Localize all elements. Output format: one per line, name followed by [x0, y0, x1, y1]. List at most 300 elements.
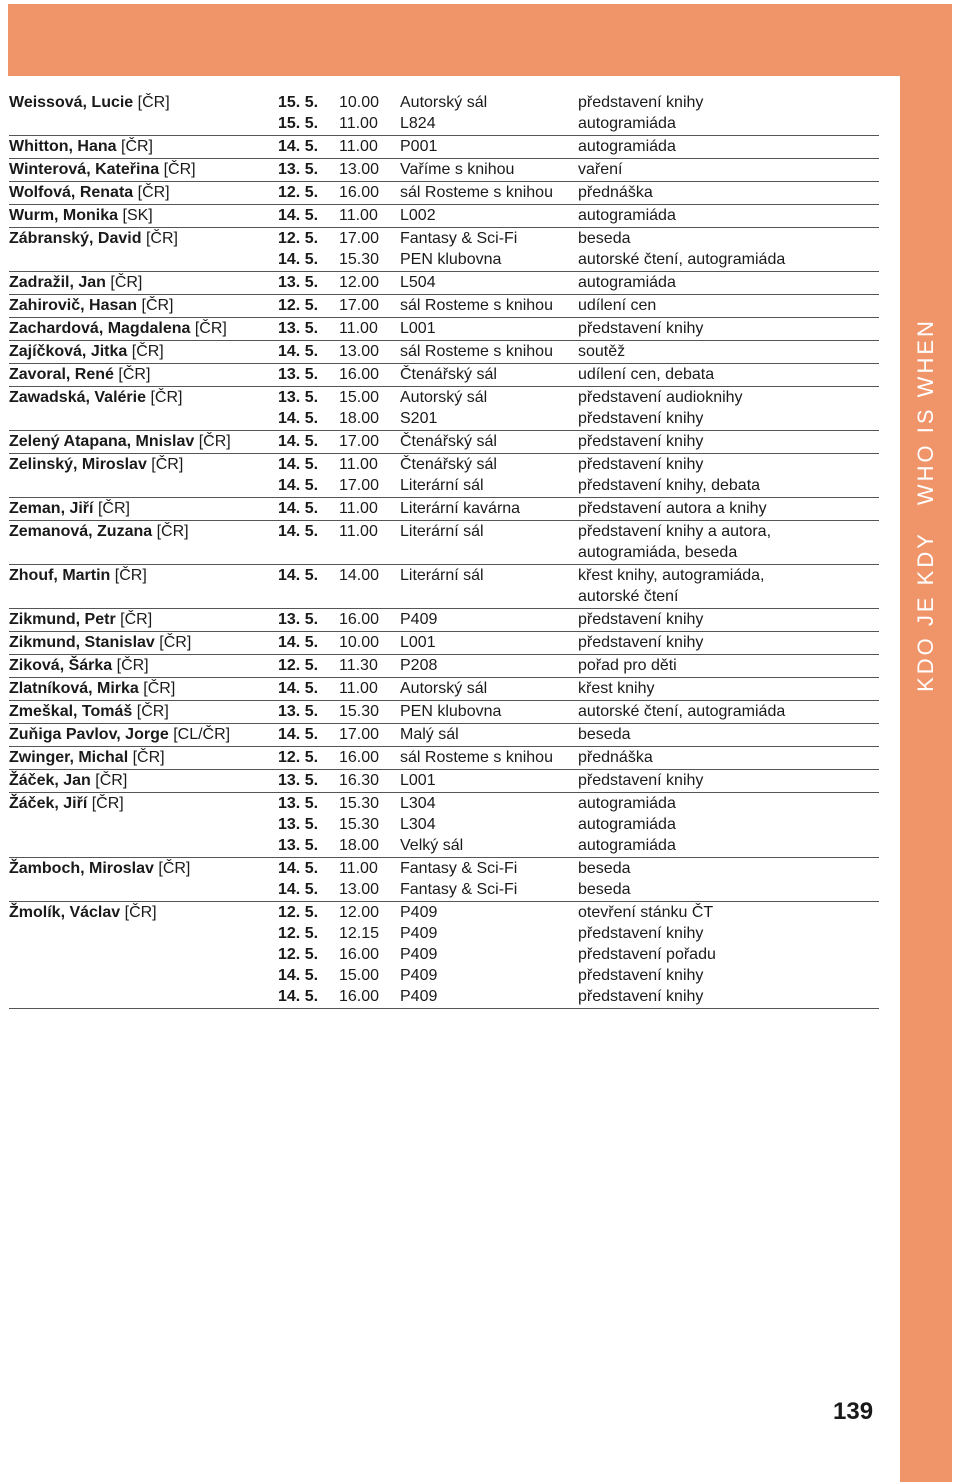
person-name: Ziková, Šárka [9, 656, 113, 674]
event-time: 11.00 [339, 319, 378, 337]
list-item [9, 387, 879, 431]
event-activity: vaření [578, 160, 623, 178]
event-date: 14. 5. [278, 499, 319, 517]
header-band [8, 4, 952, 76]
event-time: 10.00 [339, 93, 380, 111]
list-item [9, 902, 879, 1009]
event-row [9, 431, 879, 452]
person-cell [9, 703, 278, 721]
event-date: 13. 5. [278, 160, 319, 178]
event-date: 12. 5. [278, 903, 319, 921]
event-activity: představení pořadu [578, 945, 716, 963]
person-name: Wolfová, Renata [9, 183, 134, 201]
event-time: 16.00 [339, 945, 380, 963]
country-code: [ČR] [124, 903, 157, 921]
event-time: 11.00 [339, 114, 378, 132]
event-date: 14. 5. [278, 566, 319, 584]
person-cell [9, 523, 278, 541]
event-date: 12. 5. [278, 183, 319, 201]
country-code: [ČR] [121, 137, 153, 155]
person-name: Zikmund, Stanislav [9, 633, 155, 651]
person-name: Wurm, Monika [9, 206, 119, 224]
event-row [9, 770, 879, 791]
person-cell [9, 207, 278, 225]
country-code: [ČR] [198, 432, 231, 450]
event-activity: křest knihy, autogramiáda, [578, 566, 765, 584]
event-row [9, 249, 879, 270]
event-time: 11.30 [339, 656, 378, 674]
event-row [9, 944, 879, 965]
person-cell [9, 366, 278, 384]
event-time: 11.00 [339, 137, 378, 155]
event-venue: S201 [400, 409, 438, 427]
country-code: [ČR] [158, 859, 191, 877]
event-date: 14. 5. [278, 966, 319, 984]
event-time: 12.00 [339, 273, 380, 291]
event-row [9, 678, 879, 699]
event-date: 13. 5. [278, 836, 319, 854]
event-venue: Fantasy & Sci-Fi [400, 880, 518, 898]
event-venue: Literární sál [400, 476, 484, 494]
event-activity: představení knihy [578, 924, 704, 942]
event-time: 16.00 [339, 987, 380, 1005]
event-row [9, 475, 879, 496]
event-venue: Čtenářský sál [400, 455, 497, 473]
event-row [9, 609, 879, 630]
event-venue: L001 [400, 771, 436, 789]
event-activity: autogramiáda [578, 137, 676, 155]
event-venue: Autorský sál [400, 679, 488, 697]
event-row [9, 724, 879, 745]
person-name: Zawadská, Valérie [9, 388, 146, 406]
event-activity: soutěž [578, 342, 626, 360]
event-date: 13. 5. [278, 771, 319, 789]
event-activity: autogramiáda [578, 836, 676, 854]
person-name: Whitton, Hana [9, 137, 117, 155]
event-activity: představení knihy [578, 455, 704, 473]
event-row [9, 701, 879, 722]
event-venue: P409 [400, 945, 438, 963]
event-date: 12. 5. [278, 945, 319, 963]
event-date: 15. 5. [278, 114, 319, 132]
event-activity: přednáška [578, 748, 653, 766]
event-row [9, 295, 879, 316]
event-row [9, 318, 879, 339]
event-date: 12. 5. [278, 656, 319, 674]
event-venue: Autorský sál [400, 93, 488, 111]
event-time: 11.00 [339, 522, 378, 540]
event-row [9, 793, 879, 814]
list-item [9, 793, 879, 858]
person-name: Zmeškal, Tomáš [9, 702, 133, 720]
event-time: 11.00 [339, 679, 378, 697]
event-row [9, 655, 879, 676]
country-code: [ČR] [110, 273, 143, 291]
event-activity: udílení cen [578, 296, 657, 314]
country-code: [ČR] [97, 499, 130, 517]
person-cell [9, 297, 278, 315]
event-activity: autorské čtení [578, 587, 679, 605]
event-time: 12.15 [339, 924, 380, 942]
event-date: 14. 5. [278, 455, 319, 473]
list-item [9, 228, 879, 272]
event-date: 14. 5. [278, 206, 319, 224]
event-venue: L824 [400, 114, 436, 132]
event-venue: P409 [400, 903, 438, 921]
person-cell [9, 161, 278, 179]
event-venue: Autorský sál [400, 388, 488, 406]
country-code: [ČR] [145, 229, 178, 247]
event-activity: představení knihy [578, 319, 704, 337]
event-activity: autogramiáda [578, 794, 676, 812]
person-name: Zikmund, Petr [9, 610, 116, 628]
event-time: 18.00 [339, 836, 380, 854]
event-activity: autogramiáda [578, 206, 676, 224]
event-date: 14. 5. [278, 250, 319, 268]
event-time: 17.00 [339, 432, 380, 450]
country-code: [ČR] [114, 566, 147, 584]
event-date: 12. 5. [278, 296, 319, 314]
person-name: Zemanová, Zuzana [9, 522, 153, 540]
country-code: [ČR] [163, 160, 196, 178]
person-cell [9, 749, 278, 767]
country-code: [ČR] [95, 771, 128, 789]
person-name: Zelinský, Miroslav [9, 455, 147, 473]
event-venue: P001 [400, 137, 438, 155]
event-venue: PEN klubovna [400, 702, 502, 720]
event-activity: představení knihy [578, 432, 704, 450]
event-activity: otevření stánku ČT [578, 903, 714, 921]
list-item [9, 341, 879, 364]
country-code: [ČR] [131, 342, 164, 360]
list-item [9, 747, 879, 770]
person-cell [9, 500, 278, 518]
list-item [9, 92, 879, 136]
list-item [9, 454, 879, 498]
event-time: 14.00 [339, 566, 380, 584]
event-date: 13. 5. [278, 273, 319, 291]
event-activity: beseda [578, 859, 631, 877]
event-row [9, 136, 879, 157]
event-date: 14. 5. [278, 859, 319, 877]
person-cell [9, 860, 278, 878]
country-code: [ČR] [91, 794, 124, 812]
person-cell [9, 184, 278, 202]
schedule-list [9, 92, 879, 1009]
event-time: 17.00 [339, 296, 380, 314]
list-item [9, 565, 879, 609]
person-name: Zahirovič, Hasan [9, 296, 138, 314]
event-time: 13.00 [339, 160, 380, 178]
event-activity: přednáška [578, 183, 653, 201]
event-activity: autogramiáda, beseda [578, 543, 738, 561]
event-date: 14. 5. [278, 432, 319, 450]
side-title [913, 318, 939, 692]
person-cell [9, 320, 278, 338]
event-activity: představení knihy [578, 409, 704, 427]
person-cell [9, 94, 278, 112]
person-name: Zábranský, David [9, 229, 142, 247]
event-time: 13.00 [339, 342, 380, 360]
list-item [9, 136, 879, 159]
person-cell [9, 680, 278, 698]
event-activity: udílení cen, debata [578, 365, 715, 383]
person-name: Zhouf, Martin [9, 566, 111, 584]
country-code: [ČR] [132, 748, 165, 766]
event-activity: křest knihy [578, 679, 655, 697]
event-venue: Velký sál [400, 836, 464, 854]
country-code: [ČR] [151, 455, 184, 473]
person-name: Weissová, Lucie [9, 93, 134, 111]
event-row [9, 565, 879, 586]
event-venue: P208 [400, 656, 438, 674]
list-item [9, 431, 879, 454]
country-code: [ČR] [118, 365, 151, 383]
event-time: 12.00 [339, 903, 380, 921]
event-row [9, 542, 879, 563]
country-code: [ČR] [141, 296, 174, 314]
event-time: 11.00 [339, 499, 378, 517]
event-venue: Vaříme s knihou [400, 160, 515, 178]
event-activity: beseda [578, 229, 631, 247]
event-venue: PEN klubovna [400, 250, 502, 268]
event-row [9, 498, 879, 519]
event-row [9, 586, 879, 607]
event-time: 15.00 [339, 388, 380, 406]
country-code: [ČR] [150, 388, 183, 406]
event-time: 10.00 [339, 633, 380, 651]
country-code: [ČR] [116, 656, 149, 674]
person-name: Winterová, Kateřina [9, 160, 160, 178]
event-venue: P409 [400, 987, 438, 1005]
event-activity: autogramiáda [578, 114, 676, 132]
event-date: 14. 5. [278, 137, 319, 155]
event-date: 13. 5. [278, 388, 319, 406]
event-date: 13. 5. [278, 610, 319, 628]
person-cell [9, 567, 278, 585]
event-row [9, 408, 879, 429]
event-time: 11.00 [339, 859, 378, 877]
event-date: 14. 5. [278, 633, 319, 651]
event-row [9, 272, 879, 293]
event-date: 13. 5. [278, 319, 319, 337]
event-venue: L002 [400, 206, 436, 224]
event-row [9, 159, 879, 180]
person-name: Žmolík, Václav [9, 903, 121, 921]
event-venue: Literární sál [400, 566, 484, 584]
event-venue: L304 [400, 815, 436, 833]
country-code: [ČR] [194, 319, 227, 337]
event-row [9, 521, 879, 542]
list-item [9, 724, 879, 747]
list-item [9, 205, 879, 228]
person-cell [9, 456, 278, 474]
event-time: 15.00 [339, 966, 380, 984]
event-venue: sál Rosteme s knihou [400, 342, 553, 360]
list-item [9, 770, 879, 793]
list-item [9, 364, 879, 387]
event-activity: představení knihy [578, 771, 704, 789]
list-item [9, 182, 879, 205]
event-row [9, 182, 879, 203]
person-name: Zwinger, Michal [9, 748, 129, 766]
event-row [9, 986, 879, 1007]
event-venue: Malý sál [400, 725, 459, 743]
country-code: [ČR] [136, 702, 169, 720]
person-cell [9, 433, 278, 451]
list-item [9, 159, 879, 182]
person-cell [9, 904, 278, 922]
person-cell [9, 726, 278, 744]
person-cell [9, 138, 278, 156]
event-venue: L001 [400, 633, 436, 651]
event-activity: autorské čtení, autogramiáda [578, 250, 786, 268]
event-time: 18.00 [339, 409, 380, 427]
event-row [9, 814, 879, 835]
event-venue: L304 [400, 794, 436, 812]
event-time: 16.00 [339, 183, 380, 201]
event-date: 12. 5. [278, 924, 319, 942]
event-activity: představení knihy, debata [578, 476, 761, 494]
event-row [9, 747, 879, 768]
event-time: 16.30 [339, 771, 380, 789]
event-time: 15.30 [339, 815, 380, 833]
list-item [9, 858, 879, 902]
country-code: [ČR] [137, 93, 170, 111]
event-date: 14. 5. [278, 880, 319, 898]
event-venue: Fantasy & Sci-Fi [400, 229, 518, 247]
person-cell [9, 389, 278, 407]
side-title-cz: KDO JE KDY [913, 531, 938, 692]
person-name: Zuňiga Pavlov, Jorge [9, 725, 169, 743]
event-row [9, 965, 879, 986]
event-venue: P409 [400, 966, 438, 984]
person-name: Žáček, Jan [9, 771, 91, 789]
country-code: [ČR] [156, 522, 189, 540]
event-venue: Čtenářský sál [400, 432, 497, 450]
country-code: [SK] [122, 206, 153, 224]
event-row [9, 341, 879, 362]
event-date: 14. 5. [278, 342, 319, 360]
list-item [9, 272, 879, 295]
event-date: 13. 5. [278, 365, 319, 383]
event-activity: představení knihy [578, 633, 704, 651]
person-cell [9, 634, 278, 652]
side-band [900, 4, 952, 1482]
event-time: 11.00 [339, 206, 378, 224]
person-name: Zajíčková, Jitka [9, 342, 128, 360]
event-venue: L001 [400, 319, 436, 337]
event-row [9, 92, 879, 113]
country-code: [ČR] [120, 610, 153, 628]
event-date: 12. 5. [278, 229, 319, 247]
event-activity: beseda [578, 880, 631, 898]
person-cell [9, 343, 278, 361]
event-activity: autogramiáda [578, 815, 676, 833]
person-name: Zavoral, René [9, 365, 114, 383]
event-time: 16.00 [339, 748, 380, 766]
event-time: 11.00 [339, 455, 378, 473]
country-code: [ČR] [137, 183, 170, 201]
event-row [9, 205, 879, 226]
event-row [9, 387, 879, 408]
list-item [9, 521, 879, 565]
person-cell [9, 274, 278, 292]
event-venue: Literární kavárna [400, 499, 521, 517]
person-cell [9, 611, 278, 629]
event-activity: autorské čtení, autogramiáda [578, 702, 786, 720]
event-time: 17.00 [339, 476, 380, 494]
person-name: Zachardová, Magdalena [9, 319, 191, 337]
event-date: 14. 5. [278, 679, 319, 697]
event-date: 13. 5. [278, 702, 319, 720]
list-item [9, 701, 879, 724]
list-item [9, 498, 879, 521]
event-date: 14. 5. [278, 409, 319, 427]
event-activity: představení knihy [578, 987, 704, 1005]
person-name: Žamboch, Miroslav [9, 859, 154, 877]
event-date: 14. 5. [278, 522, 319, 540]
event-row [9, 364, 879, 385]
event-time: 16.00 [339, 610, 380, 628]
event-venue: L504 [400, 273, 436, 291]
event-venue: Čtenářský sál [400, 365, 497, 383]
person-name: Žáček, Jiří [9, 794, 88, 812]
list-item [9, 318, 879, 341]
list-item [9, 678, 879, 701]
event-activity: představení knihy [578, 93, 704, 111]
event-date: 14. 5. [278, 476, 319, 494]
event-date: 15. 5. [278, 93, 319, 111]
person-cell [9, 230, 278, 248]
event-row [9, 228, 879, 249]
event-venue: Fantasy & Sci-Fi [400, 859, 518, 877]
event-activity: představení knihy a autora, [578, 522, 772, 540]
event-date: 14. 5. [278, 987, 319, 1005]
event-activity: autogramiáda [578, 273, 676, 291]
event-venue: sál Rosteme s knihou [400, 183, 553, 201]
event-row [9, 835, 879, 856]
person-cell [9, 795, 278, 813]
event-activity: představení knihy [578, 966, 704, 984]
person-name: Zadražil, Jan [9, 273, 106, 291]
list-item [9, 655, 879, 678]
event-row [9, 879, 879, 900]
event-activity: pořad pro děti [578, 656, 677, 674]
event-time: 17.00 [339, 229, 380, 247]
event-activity: představení knihy [578, 610, 704, 628]
person-cell [9, 772, 278, 790]
event-row [9, 454, 879, 475]
event-time: 17.00 [339, 725, 380, 743]
person-name: Zelený Atapana, Mnislav [9, 432, 195, 450]
event-date: 13. 5. [278, 815, 319, 833]
list-item [9, 632, 879, 655]
event-row [9, 632, 879, 653]
country-code: [CL/ČR] [173, 725, 231, 743]
country-code: [ČR] [159, 633, 192, 651]
person-name: Zeman, Jiří [9, 499, 94, 517]
event-time: 15.30 [339, 250, 380, 268]
event-time: 13.00 [339, 880, 380, 898]
side-title-en: WHO IS WHEN [913, 318, 938, 506]
person-cell [9, 657, 278, 675]
event-row [9, 858, 879, 879]
event-venue: sál Rosteme s knihou [400, 748, 553, 766]
page-number: 139 [833, 1398, 874, 1425]
event-time: 15.30 [339, 702, 380, 720]
event-time: 15.30 [339, 794, 380, 812]
